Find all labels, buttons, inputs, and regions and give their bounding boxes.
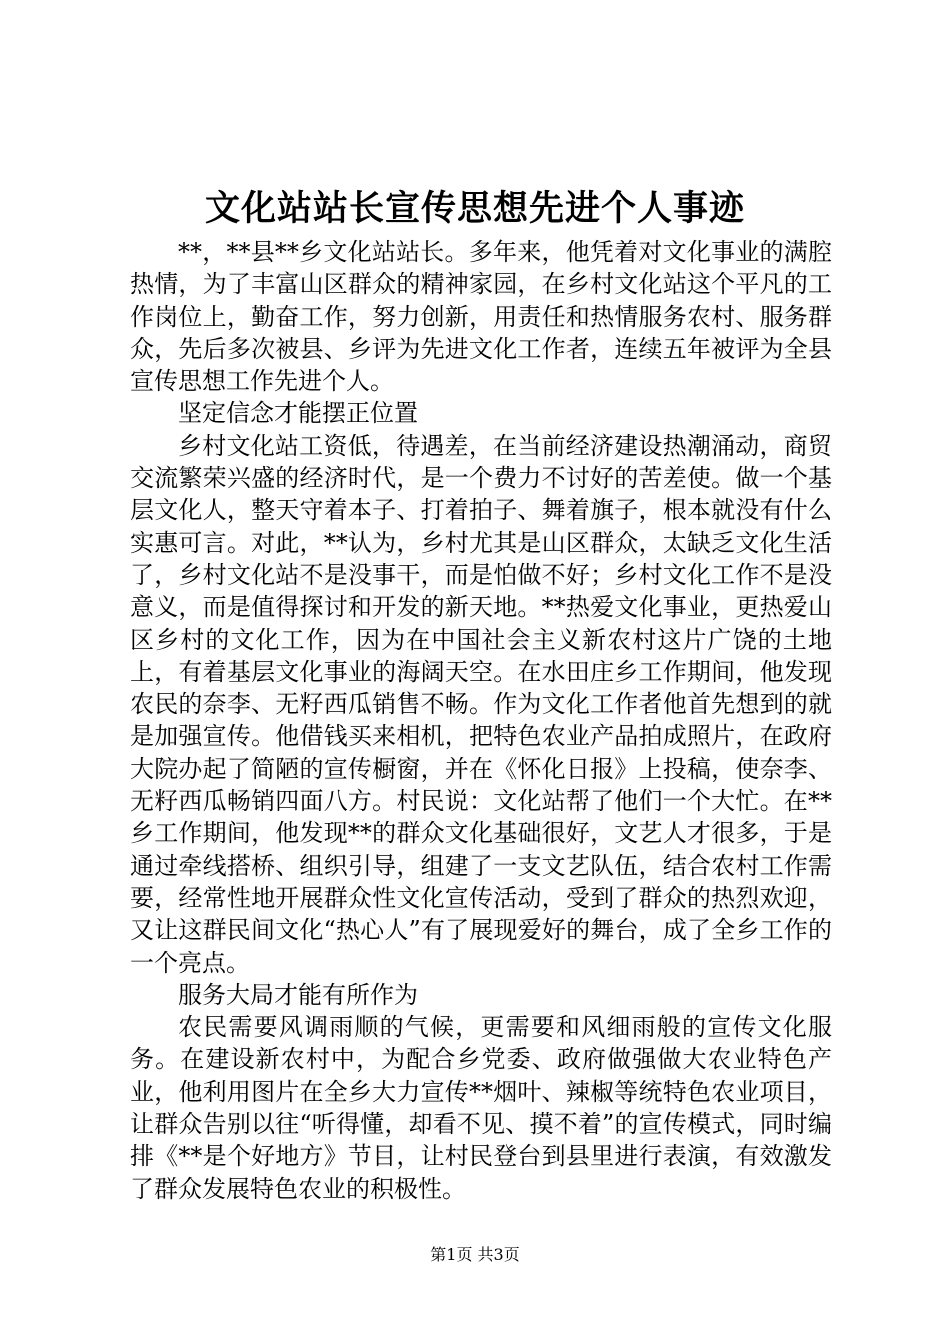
section-heading-service: 服务大局才能有所作为 <box>178 980 418 1009</box>
document-title: 文化站站长宣传思想先进个人事迹 <box>204 188 745 229</box>
paragraph-intro: **，**县**乡文化站站长。多年来，他凭着对文化事业的满腔热情，为了丰富山区群众的精神家园，在乡村文化站这个平凡的工作岗位上，勤奋工作，努力创新，用责任和热情服务农村、服务群众，先后多次被县、乡评为先进文化工作者，连续五年被评为全县宣传思想工作先进个人。 <box>130 238 832 396</box>
page-footer: 第1页 共3页 <box>430 1245 520 1264</box>
paragraph-belief: 乡村文化站工资低，待遇差，在当前经济建设热潮涌动，商贸交流繁荣兴盛的经济时代，是一个费力不讨好的苦差使。做一个基层文化人，整天守着本子、打着拍子、舞着旗子，根本就没有什么实惠可言。对此，**认为，乡村尤其是山区群众，太缺乏文化生活了，乡村文化站不是没事干，而是怕做不好；乡村文化工作不是没意义，而是值得探讨和开发的新天地。**热爱文化事业，更热爱山区乡村的文化工作，因为在中国社会主义新农村这片广饶的土地上，有着基层文化事业的海阔天空。在水田庄乡工作期间，他发现农民的奈李、无籽西瓜销售不畅。作为文化工作者他首先想到的就是加强宣传。他借钱买来相机，把特色农业产品拍成照片，在政府大院办起了简陋的宣传橱窗，并在《怀化日报》上投稿，使奈李、无籽西瓜畅销四面八方。村民说：文化站帮了他们一个大忙。在**乡工作期间，他发现**的群众文化基础很好，文艺人才很多，于是通过牵线搭桥、组织引导，组建了一支文艺队伍，结合农村工作需要，经常性地开展群众性文化宣传活动，受到了群众的热烈欢迎，又让这群民间文化“热心人”有了展现爱好的舞台，成了全乡工作的一个亮点。 <box>130 431 832 977</box>
paragraph-service: 农民需要风调雨顺的气候，更需要和风细雨般的宣传文化服务。在建设新农村中，为配合乡党委、政府做强做大农业特色产业，他利用图片在全乡大力宣传**烟叶、辣椒等统特色农业项目，让群众告别以往“听得懂，却看不见、摸不着”的宣传模式，同时编排《**是个好地方》节目，让村民登台到县里进行表演，有效激发了群众发展特色农业的积极性。 <box>130 1013 832 1203</box>
section-heading-belief: 坚定信念才能摆正位置 <box>178 399 418 428</box>
document-body <box>130 236 832 1205</box>
